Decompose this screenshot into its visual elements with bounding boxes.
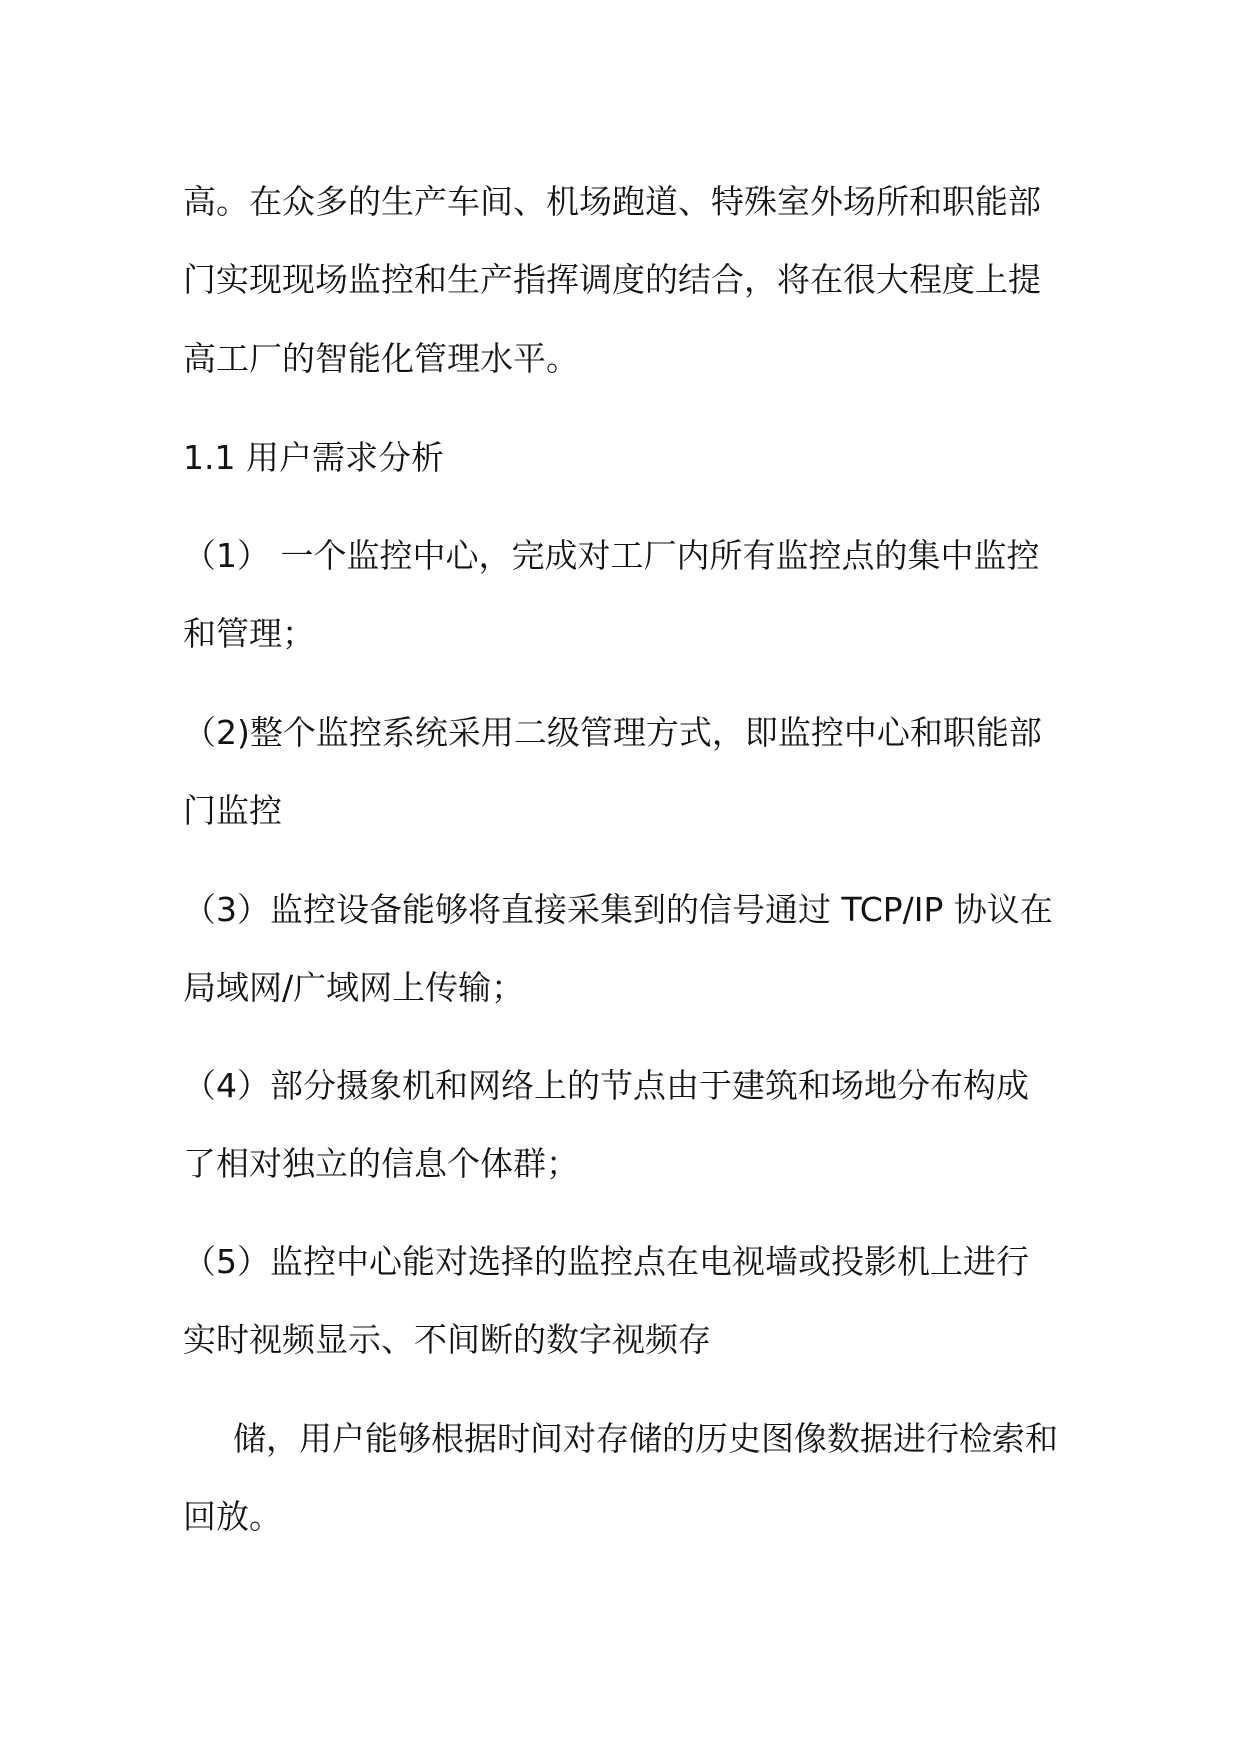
- text-line-5: （1） 一个监控中心，完成对工厂内所有监控点的集中监控: [183, 536, 1040, 575]
- text-line-16: 回放。: [183, 1497, 282, 1536]
- text-line-10: 局域网/广域网上传输；: [183, 968, 525, 1007]
- text-line-1: 高。在众多的生产车间、机场跑道、特殊室外场所和职能部: [183, 182, 1041, 221]
- text-line-13: （5）监控中心能对选择的监控点在电视墙或投影机上进行: [183, 1242, 1029, 1281]
- text-line-12: 了相对独立的信息个体群；: [183, 1144, 579, 1183]
- text-line-2: 门实现现场监控和生产指挥调度的结合，将在很大程度上提: [183, 260, 1041, 299]
- section-heading: 1.1 用户需求分析: [183, 438, 444, 477]
- text-line-15: 储，用户能够根据时间对存储的历史图像数据进行检索和: [233, 1419, 1058, 1458]
- text-line-9: （3）监控设备能够将直接采集到的信号通过 TCP/IP 协议在: [183, 890, 1053, 929]
- text-line-14: 实时视频显示、不间断的数字视频存: [183, 1320, 711, 1359]
- text-line-8: 门监控: [183, 791, 282, 830]
- text-line-6: 和管理；: [183, 614, 315, 653]
- text-line-3: 高工厂的智能化管理水平。: [183, 339, 579, 378]
- text-line-7: （2)整个监控系统采用二级管理方式，即监控中心和职能部: [183, 713, 1042, 752]
- text-line-11: （4）部分摄象机和网络上的节点由于建筑和场地分布构成: [183, 1066, 1029, 1105]
